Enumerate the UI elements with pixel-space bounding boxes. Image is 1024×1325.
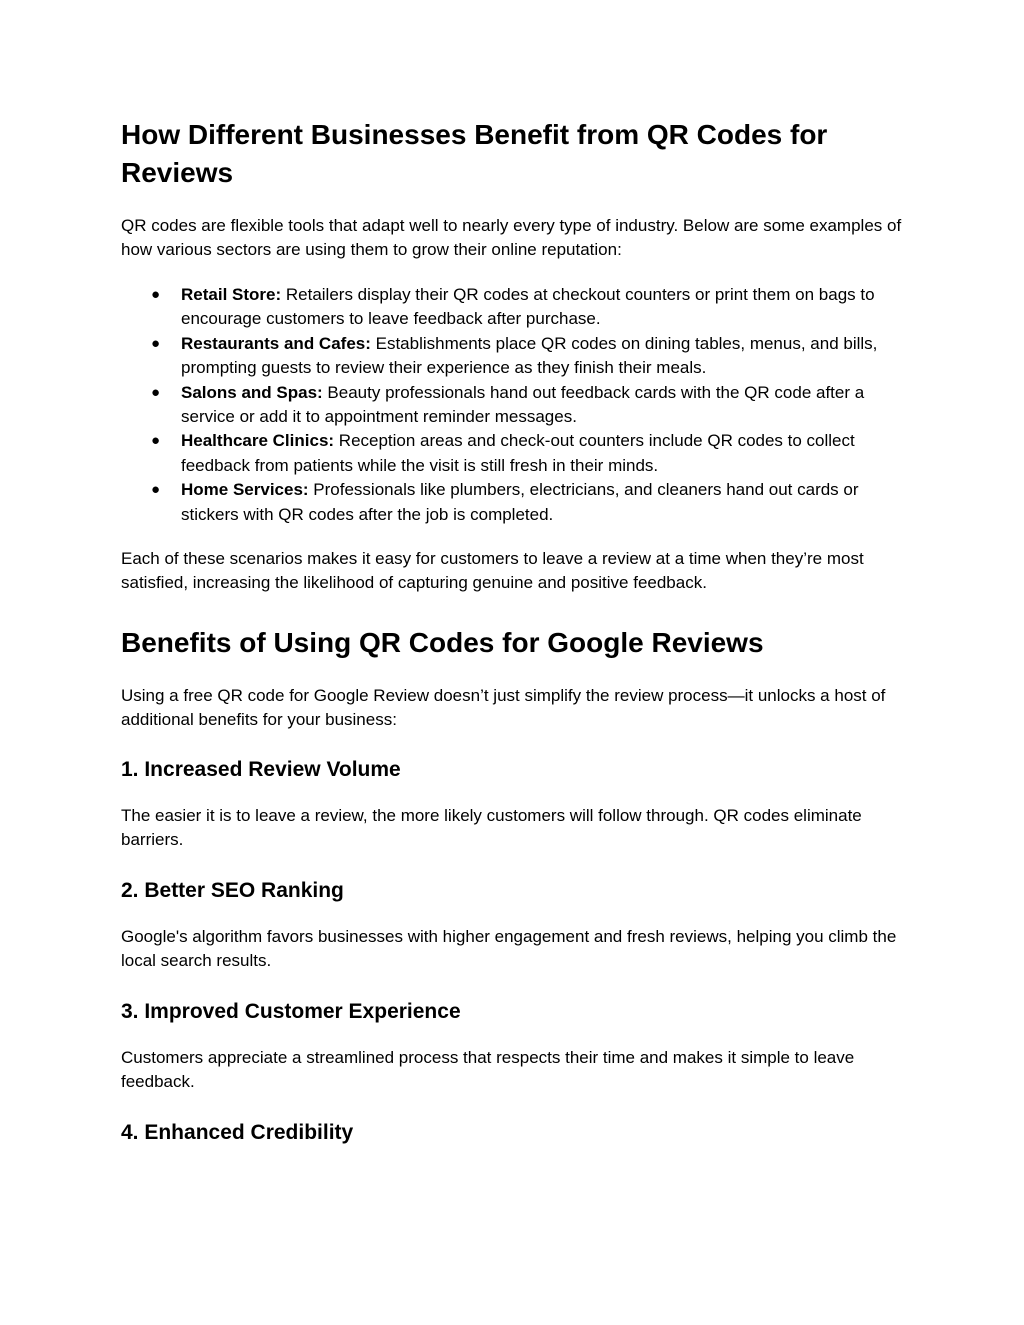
benefit-heading-seo-ranking: 2. Better SEO Ranking bbox=[121, 879, 344, 902]
section-conclusion-businesses: Each of these scenarios makes it easy for customers to leave a review at a time when they’re most satisfied, increasing the likelihood of capturing genuine and positive feedback. bbox=[121, 549, 864, 593]
list-item bbox=[121, 478, 906, 527]
list-item-label: Salons and Spas: bbox=[181, 382, 323, 402]
benefit-heading-customer-experience: 3. Improved Customer Experience bbox=[121, 1000, 461, 1023]
industry-list bbox=[121, 283, 906, 527]
bullet-icon: ● bbox=[151, 383, 161, 401]
bullet-icon: ● bbox=[151, 432, 161, 450]
list-item-label: Retail Store: bbox=[181, 285, 282, 304]
bullet-icon: ● bbox=[151, 481, 161, 499]
list-item bbox=[121, 381, 906, 430]
list-item-text: Reception areas and check-out counters include QR codes to collect feedback from patients while the visit is still fresh in their minds. bbox=[181, 431, 855, 475]
list-item bbox=[121, 429, 906, 478]
list-item-text: Establishments place QR codes on dining tables, menus, and bills, prompting guests to review their experience as they finish their meals. bbox=[181, 333, 878, 378]
benefit-body-seo-ranking: Google's algorithm favors businesses with higher engagement and fresh reviews, helping you climb the local search results. bbox=[121, 927, 897, 971]
section-intro-benefits: Using a free QR code for Google Review doesn’t just simplify the review process—it unlocks a host of additional benefits for your business: bbox=[121, 686, 886, 730]
benefit-heading-credibility: 4. Enhanced Credibility bbox=[121, 1121, 354, 1144]
list-item-label: Home Services: bbox=[181, 480, 309, 500]
benefit-body-review-volume: The easier it is to leave a review, the more likely customers will follow through. QR codes eliminate barriers. bbox=[121, 806, 862, 850]
benefit-heading-review-volume: 1. Increased Review Volume bbox=[121, 758, 401, 781]
section-title-businesses: How Different Businesses Benefit from QR Codes for Reviews bbox=[121, 119, 828, 188]
list-item bbox=[121, 332, 906, 381]
list-item bbox=[121, 283, 906, 332]
bullet-icon: ● bbox=[151, 286, 161, 303]
list-item-label: Healthcare Clinics: bbox=[181, 431, 335, 451]
list-item-text: Beauty professionals hand out feedback cards with the QR code after a service or add it to appointment reminder messages. bbox=[181, 382, 865, 427]
section-intro-businesses: QR codes are flexible tools that adapt well to nearly every type of industry. Below are some examples of how various sectors are using them to grow their online reputation: bbox=[121, 216, 902, 260]
list-item-text: Retailers display their QR codes at checkout counters or print them on bags to encourage customers to leave feedback after purchase. bbox=[181, 285, 875, 329]
list-item-text: Professionals like plumbers, electricians, and cleaners hand out cards or stickers with QR codes after the job is completed. bbox=[181, 480, 859, 524]
list-item-label: Restaurants and Cafes: bbox=[181, 333, 371, 353]
bullet-icon: ● bbox=[151, 334, 161, 352]
section-title-benefits: Benefits of Using QR Codes for Google Reviews bbox=[121, 627, 764, 658]
benefit-body-customer-experience: Customers appreciate a streamlined process that respects their time and makes it simple to leave feedback. bbox=[121, 1048, 855, 1092]
